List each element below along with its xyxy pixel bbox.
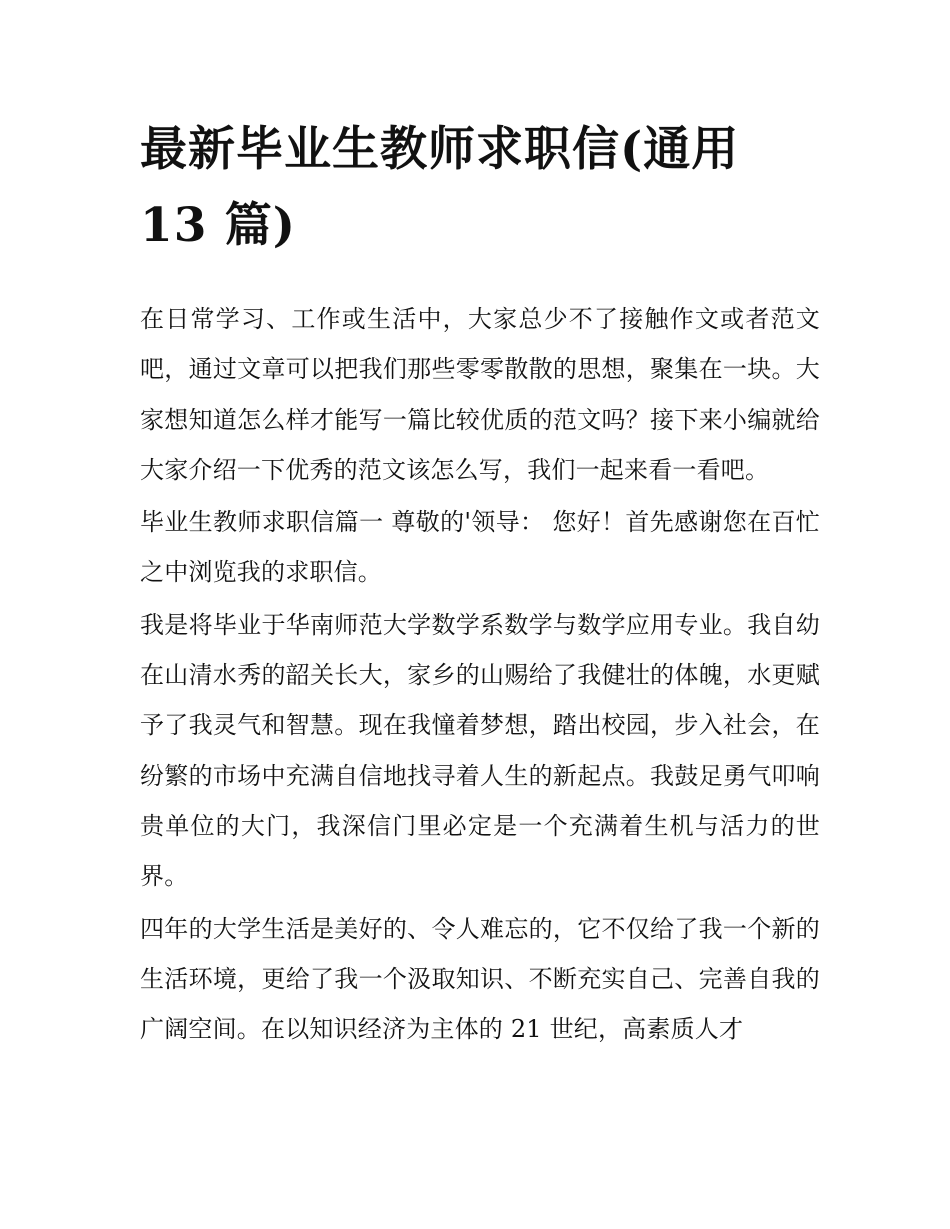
- paragraph-greeting: 毕业生教师求职信篇一 尊敬的'领导： 您好！首先感谢您在百忙之中浏览我的求职信。: [140, 508, 820, 587]
- document-page: [140, 112, 820, 1056]
- paragraph-intro: 在日常学习、工作或生活中，大家总少不了接触作文或者范文吧，通过文章可以把我们那些零零散散的思想，聚集在一块。大家想知道怎么样才能写一篇比较优质的范文吗？接下来小编就给大家介绍一下优秀的范文该怎么写，我们一起来看一看吧。: [140, 305, 820, 484]
- paragraph-university-life: 四年的大学生活是美好的、令人难忘的，它不仅给了我一个新的生活环境，更给了我一个汲取知识、不断充实自己、完善自我的广阔空间。在以知识经济为主体的 21 世纪，高素质人才: [140, 914, 820, 1044]
- document-title: 最新毕业生教师求职信(通用 13 篇): [140, 122, 740, 253]
- paragraph-background: 我是将毕业于华南师范大学数学系数学与数学应用专业。我自幼在山清水秀的韶关长大，家乡的山赐给了我健壮的体魄，水更赋予了我灵气和智慧。现在我憧着梦想，踏出校园，步入社会，在纷繁的市场中充满自信地找寻着人生的新起点。我鼓足勇气叩响贵单位的大门，我深信门里必定是一个充满着生机与活力的世界。: [140, 610, 820, 891]
